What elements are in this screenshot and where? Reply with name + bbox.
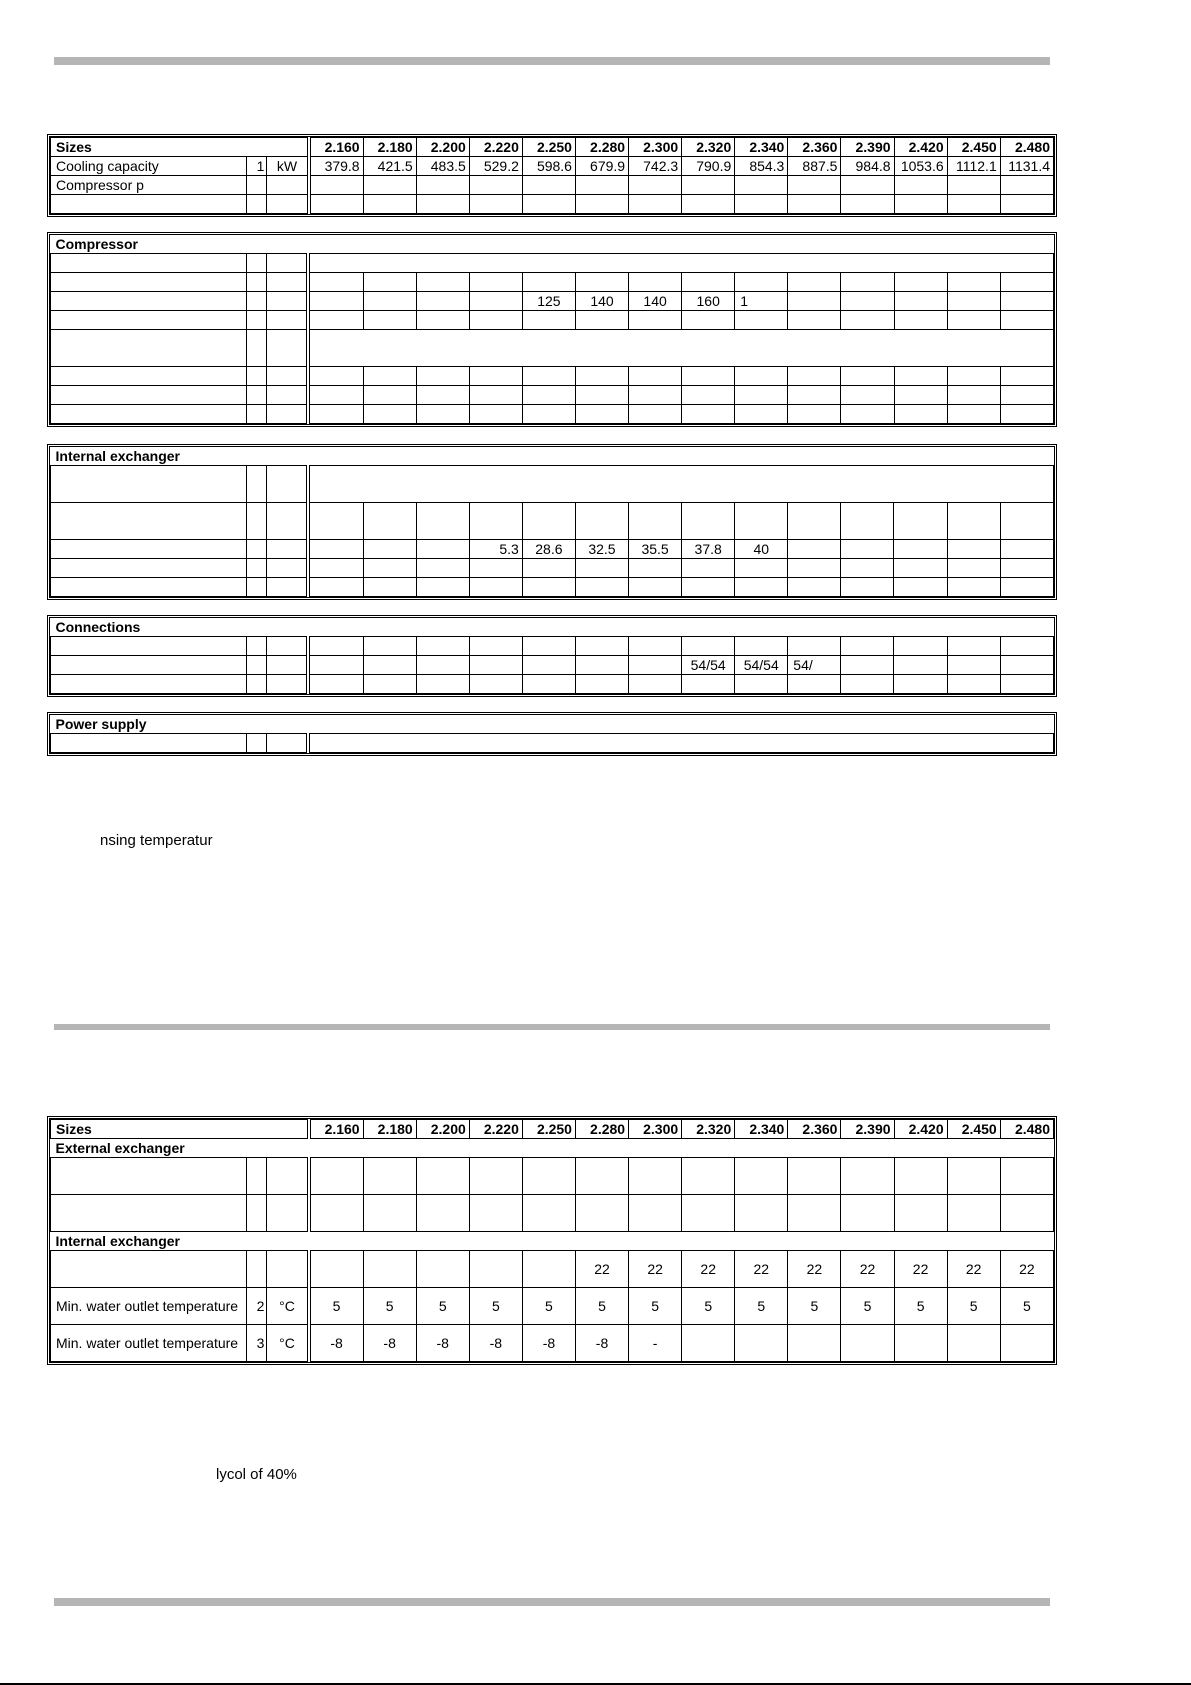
table-row xyxy=(51,386,1054,405)
footnote-ref: 3 xyxy=(247,1325,267,1362)
cooling-capacity-label: Cooling capacity xyxy=(51,157,247,176)
min-outlet-label: Min. water outlet temperature xyxy=(51,1288,247,1325)
exchanger-value: 35.5 xyxy=(629,540,682,559)
compressor-value: 140 xyxy=(575,292,628,311)
table-value: 22 xyxy=(629,1251,682,1288)
cooling-value: 379.8 xyxy=(310,157,363,176)
sizes-table-block xyxy=(47,134,1057,217)
connection-value: 54/ xyxy=(788,656,841,675)
table-value: 5 xyxy=(682,1288,735,1325)
size-header: 2.300 xyxy=(629,138,682,157)
table-value: 22 xyxy=(947,1251,1000,1288)
size-header: 2.480 xyxy=(1000,138,1053,157)
table-row xyxy=(51,656,1054,675)
table-row xyxy=(51,330,1054,367)
internal-exchanger-title: Internal exchanger xyxy=(55,1232,180,1249)
compressor-table xyxy=(50,235,1054,424)
size-header: 2.390 xyxy=(841,138,894,157)
table-value: -8 xyxy=(416,1325,469,1362)
cooling-value: 790.9 xyxy=(682,157,735,176)
table-row xyxy=(51,292,1054,311)
min-outlet-row-2 xyxy=(51,1288,1054,1325)
size-header: 2.320 xyxy=(682,138,735,157)
compressor-block xyxy=(47,232,1057,427)
cooling-value: 742.3 xyxy=(629,157,682,176)
power-supply-table xyxy=(50,715,1054,753)
table-value: 22 xyxy=(575,1251,628,1288)
table-value: 5 xyxy=(363,1288,416,1325)
compressor-power-label: Compressor p xyxy=(51,176,247,195)
size-header: 2.480 xyxy=(1000,1120,1053,1139)
table-row xyxy=(51,503,1054,540)
footnote-text: lycol of 40% xyxy=(216,1466,297,1483)
table-value: 22 xyxy=(682,1251,735,1288)
cooling-value: 598.6 xyxy=(522,157,575,176)
size-header: 2.340 xyxy=(735,1120,788,1139)
table-row xyxy=(51,311,1054,330)
table-value: 22 xyxy=(788,1251,841,1288)
bottom-rule xyxy=(54,1598,1050,1606)
unit: °C xyxy=(267,1325,307,1362)
size-header: 2.200 xyxy=(416,1120,469,1139)
connections-title: Connections xyxy=(55,618,141,635)
table-value: -8 xyxy=(522,1325,575,1362)
table-row xyxy=(51,1195,1054,1232)
cooling-value: 854.3 xyxy=(735,157,788,176)
cooling-value: 529.2 xyxy=(469,157,522,176)
connections-block xyxy=(47,615,1057,697)
middle-rule xyxy=(54,1024,1050,1030)
table-row xyxy=(51,675,1054,694)
cooling-capacity-row xyxy=(51,157,1054,176)
internal-exchanger-block xyxy=(47,444,1057,600)
footnote-text: nsing temperatur xyxy=(100,832,213,849)
compressor-value: 1 xyxy=(735,292,788,311)
sizes-table-2 xyxy=(50,1119,1054,1362)
min-outlet-row-3 xyxy=(51,1325,1054,1362)
sizes-label: Sizes xyxy=(51,1120,308,1139)
size-header: 2.220 xyxy=(469,138,522,157)
table-value: - xyxy=(629,1325,682,1362)
table-value: 22 xyxy=(735,1251,788,1288)
power-supply-block xyxy=(47,712,1057,756)
compressor-value: 160 xyxy=(682,292,735,311)
table-row xyxy=(51,1158,1054,1195)
table-row xyxy=(51,254,1054,273)
size-header: 2.450 xyxy=(947,1120,1000,1139)
size-header: 2.200 xyxy=(416,138,469,157)
table-row xyxy=(51,273,1054,292)
external-exchanger-title: External exchanger xyxy=(55,1139,185,1156)
table-value: 5 xyxy=(735,1288,788,1325)
table-value: -8 xyxy=(363,1325,416,1362)
table-value: 5 xyxy=(469,1288,522,1325)
top-rule xyxy=(54,57,1050,65)
size-header: 2.180 xyxy=(363,138,416,157)
sizes-label: Sizes xyxy=(51,138,308,157)
exchanger-value: 5.3 xyxy=(469,540,522,559)
size-header: 2.320 xyxy=(682,1120,735,1139)
internal-exchanger-title: Internal exchanger xyxy=(55,447,180,464)
connections-table xyxy=(50,618,1054,694)
size-header: 2.160 xyxy=(310,1120,363,1139)
table-value: 22 xyxy=(1000,1251,1053,1288)
table-row xyxy=(51,578,1054,597)
table-value: -8 xyxy=(469,1325,522,1362)
size-header: 2.420 xyxy=(894,138,947,157)
sizes-table-2-block xyxy=(47,1116,1057,1365)
size-header: 2.300 xyxy=(629,1120,682,1139)
exchanger-value: 28.6 xyxy=(522,540,575,559)
cooling-value: 887.5 xyxy=(788,157,841,176)
unit: kW xyxy=(267,157,307,176)
connection-value: 54/54 xyxy=(682,656,735,675)
exchanger-value: 37.8 xyxy=(682,540,735,559)
table-row xyxy=(51,734,1054,753)
table-row xyxy=(51,367,1054,386)
size-header: 2.180 xyxy=(363,1120,416,1139)
cooling-value: 1112.1 xyxy=(947,157,1000,176)
cooling-value: 1131.4 xyxy=(1000,157,1053,176)
table-row xyxy=(51,637,1054,656)
size-header: 2.420 xyxy=(894,1120,947,1139)
size-header: 2.220 xyxy=(469,1120,522,1139)
exchanger-value: 40 xyxy=(735,540,788,559)
connection-value: 54/54 xyxy=(735,656,788,675)
table-value: 22 xyxy=(841,1251,894,1288)
table-value: 5 xyxy=(1000,1288,1053,1325)
compressor-power-row xyxy=(51,176,1054,195)
sizes-table xyxy=(50,137,1054,214)
cooling-value: 1053.6 xyxy=(894,157,947,176)
size-header: 2.280 xyxy=(575,138,628,157)
unit: °C xyxy=(267,1288,307,1325)
table-value: 5 xyxy=(575,1288,628,1325)
size-header: 2.390 xyxy=(841,1120,894,1139)
compressor-title: Compressor xyxy=(55,235,138,252)
table-value: 5 xyxy=(947,1288,1000,1325)
exchanger-value: 32.5 xyxy=(575,540,628,559)
cooling-value: 421.5 xyxy=(363,157,416,176)
table-row xyxy=(51,1251,1054,1288)
table-value: 22 xyxy=(894,1251,947,1288)
compressor-value: 140 xyxy=(629,292,682,311)
table-value: -8 xyxy=(310,1325,363,1362)
table-row xyxy=(51,466,1054,503)
footnote-ref: 1 xyxy=(247,157,267,176)
table-value: -8 xyxy=(575,1325,628,1362)
footnote-ref: 2 xyxy=(247,1288,267,1325)
table-row xyxy=(51,559,1054,578)
size-header: 2.250 xyxy=(522,138,575,157)
size-header: 2.360 xyxy=(788,138,841,157)
table-value: 5 xyxy=(416,1288,469,1325)
table-value: 5 xyxy=(894,1288,947,1325)
table-value: 5 xyxy=(522,1288,575,1325)
table-row xyxy=(51,195,1054,214)
internal-exchanger-table xyxy=(50,447,1054,597)
table-value: 5 xyxy=(310,1288,363,1325)
table-value: 5 xyxy=(841,1288,894,1325)
table-row xyxy=(51,405,1054,424)
size-header: 2.360 xyxy=(788,1120,841,1139)
size-header: 2.280 xyxy=(575,1120,628,1139)
size-header: 2.340 xyxy=(735,138,788,157)
sizes-header-row xyxy=(51,138,1054,157)
size-header: 2.160 xyxy=(310,138,363,157)
cooling-value: 679.9 xyxy=(575,157,628,176)
table-value: 5 xyxy=(788,1288,841,1325)
sizes-header-row xyxy=(51,1120,1054,1139)
cooling-value: 483.5 xyxy=(416,157,469,176)
size-header: 2.450 xyxy=(947,138,1000,157)
compressor-value: 125 xyxy=(522,292,575,311)
table-value: 5 xyxy=(629,1288,682,1325)
min-outlet-label: Min. water outlet temperature xyxy=(51,1325,247,1362)
cooling-value: 984.8 xyxy=(841,157,894,176)
table-row xyxy=(51,540,1054,559)
power-supply-title: Power supply xyxy=(55,715,147,732)
size-header: 2.250 xyxy=(522,1120,575,1139)
